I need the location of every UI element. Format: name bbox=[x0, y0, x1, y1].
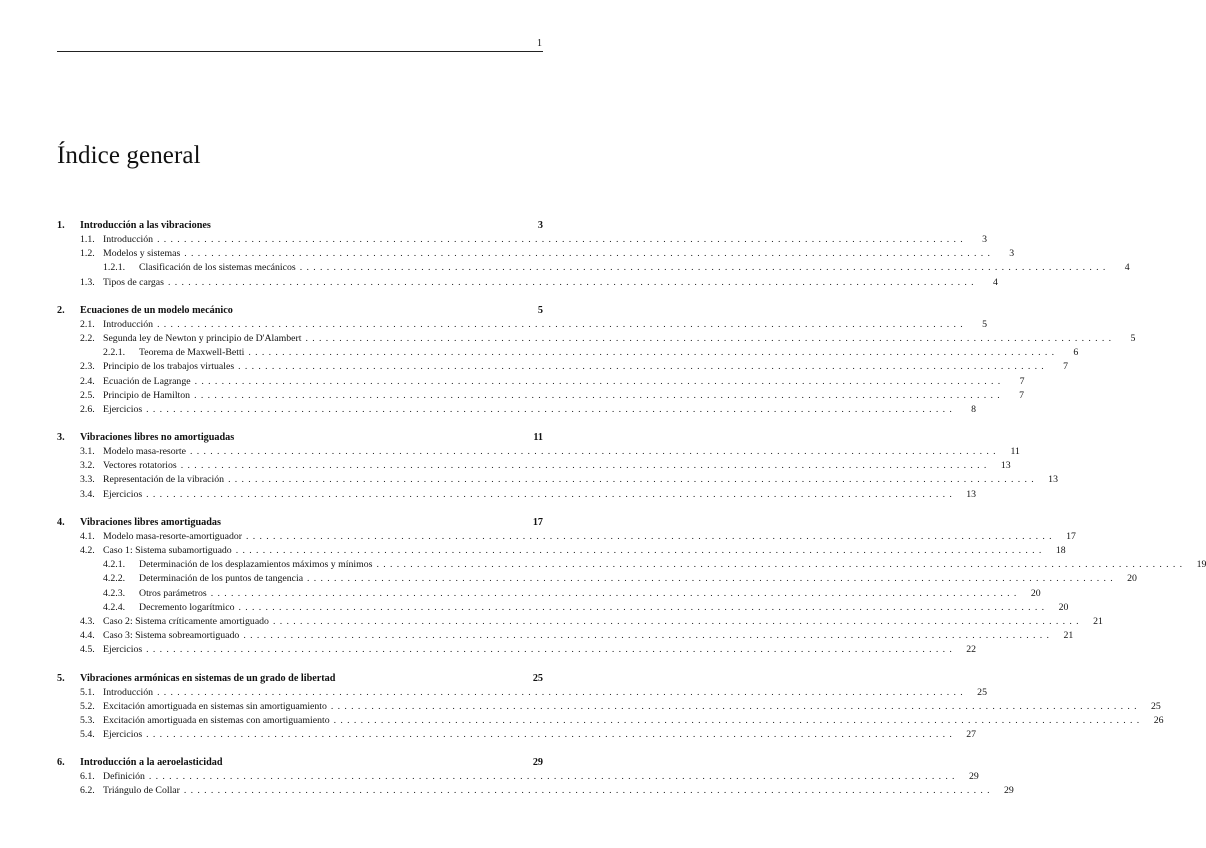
entry-page-number: 21 bbox=[1063, 630, 1074, 642]
toc-entry-link[interactable] bbox=[57, 700, 1161, 714]
dot-leader: ........................................................................................................................ bbox=[180, 460, 991, 472]
dot-leader: ........................................................................................................................ bbox=[184, 248, 995, 260]
dot-leader: ........................................................................................................................ bbox=[235, 545, 1046, 556]
entry-page-number: 3 bbox=[1009, 248, 1015, 260]
chapter-title-text: Ecuaciones de un modelo mecánico bbox=[80, 304, 233, 316]
dot-leader: ........................................................................................................................ bbox=[183, 785, 994, 797]
dot-leader: ........................................................................................................................ bbox=[305, 332, 1116, 344]
chapter-page-number: 25 bbox=[532, 672, 543, 684]
dot-leader: ........................................................................................................................ bbox=[238, 361, 1049, 373]
entry-page-number: 5 bbox=[1130, 332, 1136, 344]
entry-number: 5.1. bbox=[80, 686, 95, 698]
entry-number: 2.1. bbox=[80, 318, 95, 330]
toc-entry-link[interactable] bbox=[57, 332, 1136, 346]
chapter-page-number: 3 bbox=[537, 220, 543, 231]
entry-number: 3.2. bbox=[80, 460, 95, 472]
toc-entry-link[interactable] bbox=[57, 445, 1020, 459]
toc-entry-link[interactable] bbox=[57, 318, 987, 332]
toc-entry-link[interactable] bbox=[57, 572, 1137, 586]
entry-number: 4.1. bbox=[80, 530, 95, 542]
entry-number: 2.6. bbox=[80, 403, 95, 415]
dot-leader: ........................................................................................................................ bbox=[146, 403, 957, 415]
entry-title: Caso 1: Sistema subamortiguado bbox=[103, 545, 232, 556]
entry-title: Introducción bbox=[103, 686, 154, 698]
toc-entry-link[interactable] bbox=[57, 643, 977, 657]
entry-page-number: 29 bbox=[1004, 785, 1014, 797]
chapter-number: 3. bbox=[57, 432, 65, 444]
entry-title: Ecuación de Lagrange bbox=[103, 375, 191, 387]
toc-entry-link[interactable] bbox=[57, 544, 1066, 558]
toc-entry-link[interactable] bbox=[57, 587, 1041, 601]
entry-page-number: 26 bbox=[1153, 714, 1164, 726]
dot-leader: ........................................................................................................................ bbox=[376, 559, 1187, 571]
chapter-number: 4. bbox=[57, 516, 65, 528]
dot-leader: ........................................................................................................................ bbox=[157, 686, 967, 698]
entry-page-number: 11 bbox=[1010, 446, 1020, 458]
toc-entry-link[interactable] bbox=[57, 473, 1058, 487]
entry-title: Caso 3: Sistema sobreamortiguado bbox=[103, 630, 240, 642]
toc-entry-link[interactable] bbox=[57, 714, 1164, 728]
dot-leader: ........................................................................................................................ bbox=[157, 234, 967, 245]
entry-number: 3.4. bbox=[80, 488, 95, 500]
toc-entry-link[interactable] bbox=[57, 728, 977, 742]
entry-number: 5.4. bbox=[80, 729, 95, 741]
entry-page-number: 8 bbox=[971, 403, 977, 415]
entry-number: 2.3. bbox=[80, 361, 95, 373]
chapter-page-number: 5 bbox=[537, 304, 543, 316]
entry-page-number: 27 bbox=[966, 729, 977, 741]
entry-number: 2.5. bbox=[80, 389, 95, 401]
dot-leader: ........................................................................................................................ bbox=[146, 644, 957, 656]
entry-number: 1.2.1. bbox=[103, 262, 126, 274]
entry-title: Caso 2: Sistema críticamente amortiguado bbox=[103, 615, 269, 627]
chapter-title-text: Vibraciones armónicas en sistemas de un grado de libertad bbox=[80, 672, 336, 684]
entry-title: Principio de Hamilton bbox=[103, 389, 191, 401]
entry-title: Ejercicios bbox=[103, 644, 143, 656]
entry-title: Teorema de Maxwell-Betti bbox=[139, 347, 245, 359]
chapter-title-text: Vibraciones libres amortiguadas bbox=[80, 516, 221, 528]
dot-leader: ........................................................................................................................ bbox=[194, 375, 1005, 387]
entry-title: Segunda ley de Newton y principio de D'Alambert bbox=[103, 332, 302, 344]
toc-chapter-link[interactable] bbox=[57, 516, 543, 530]
dot-leader: ........................................................................................................................ bbox=[194, 389, 1004, 401]
entry-number: 2.4. bbox=[80, 375, 95, 387]
entry-page-number: 13 bbox=[966, 488, 977, 500]
entry-title: Modelos y sistemas bbox=[103, 248, 181, 260]
entry-title: Introducción bbox=[103, 234, 154, 245]
entry-title: Vectores rotatorios bbox=[103, 460, 177, 472]
chapter-page-number: 29 bbox=[532, 757, 543, 769]
dot-leader: ........................................................................................................................ bbox=[333, 714, 1144, 726]
entry-number: 4.2.3. bbox=[103, 587, 126, 599]
chapter-number: 2. bbox=[57, 304, 65, 316]
entry-page-number: 18 bbox=[1055, 545, 1066, 556]
toc-chapter bbox=[57, 516, 1206, 658]
dot-leader: ........................................................................................................................ bbox=[167, 276, 978, 288]
entry-page-number: 5 bbox=[982, 318, 987, 330]
entry-page-number: 4 bbox=[992, 276, 998, 288]
entry-page-number: 3 bbox=[982, 234, 987, 245]
chapter-page-number: 11 bbox=[533, 432, 543, 444]
chapter-number: 6. bbox=[57, 757, 65, 769]
dot-leader: ........................................................................................................................ bbox=[246, 530, 1056, 542]
chapter-title-text: Introducción a las vibraciones bbox=[80, 220, 211, 231]
entry-page-number: 22 bbox=[966, 644, 977, 656]
entry-number: 4.3. bbox=[80, 615, 95, 627]
dot-leader: ........................................................................................................................ bbox=[248, 347, 1059, 359]
toc-chapter-link[interactable] bbox=[57, 431, 543, 445]
entry-title: Clasificación de los sistemas mecánicos bbox=[139, 262, 296, 274]
entry-title: Ejercicios bbox=[103, 729, 143, 741]
toc-entry-link[interactable] bbox=[57, 784, 1014, 798]
entry-title: Excitación amortiguada en sistemas sin amortiguamiento bbox=[103, 700, 327, 712]
toc-entry-link[interactable] bbox=[57, 629, 1074, 643]
dot-leader: ........................................................................................................................ bbox=[146, 488, 957, 500]
toc-entry-link[interactable] bbox=[57, 530, 1076, 544]
entry-title: Determinación de los desplazamientos máximos y mínimos bbox=[139, 559, 373, 571]
entry-number: 2.2.1. bbox=[103, 347, 126, 359]
entry-page-number: 21 bbox=[1093, 615, 1103, 627]
toc-chapter bbox=[57, 756, 1014, 798]
chapter-page-number: 17 bbox=[532, 516, 543, 528]
entry-number: 4.5. bbox=[80, 644, 95, 656]
toc-entry-link[interactable] bbox=[57, 488, 977, 502]
toc-entry-link[interactable] bbox=[57, 261, 1130, 275]
entry-page-number: 25 bbox=[1151, 700, 1161, 712]
toc-entry-link[interactable] bbox=[57, 389, 1024, 403]
entry-page-number: 25 bbox=[977, 686, 987, 698]
entry-number: 6.1. bbox=[80, 771, 95, 783]
toc-entry-link[interactable] bbox=[57, 375, 1025, 389]
entry-page-number: 7 bbox=[1019, 375, 1025, 387]
header-rule bbox=[57, 51, 543, 52]
entry-page-number: 6 bbox=[1073, 347, 1079, 359]
entry-number: 5.2. bbox=[80, 700, 95, 712]
dot-leader: ........................................................................................................................ bbox=[330, 700, 1141, 712]
entry-title: Otros parámetros bbox=[139, 587, 207, 599]
entry-page-number: 4 bbox=[1124, 262, 1130, 274]
entry-title: Ejercicios bbox=[103, 488, 143, 500]
toc-chapter bbox=[57, 304, 1136, 417]
entry-page-number: 29 bbox=[969, 771, 979, 783]
entry-page-number: 20 bbox=[1058, 601, 1069, 613]
entry-page-number: 13 bbox=[1048, 474, 1058, 486]
entry-number: 3.3. bbox=[80, 474, 95, 486]
chapter-title-text: Introducción a la aeroelasticidad bbox=[80, 757, 223, 769]
toc-entry-link[interactable] bbox=[57, 247, 1015, 261]
dot-leader: ........................................................................................................................ bbox=[157, 318, 967, 330]
entry-title: Representación de la vibración bbox=[103, 474, 225, 486]
entry-page-number: 20 bbox=[1127, 573, 1137, 585]
dot-leader: ........................................................................................................................ bbox=[210, 587, 1021, 599]
dot-leader: ........................................................................................................................ bbox=[299, 262, 1110, 274]
entry-number: 3.1. bbox=[80, 446, 95, 458]
entry-page-number: 7 bbox=[1063, 361, 1069, 373]
entry-number: 4.4. bbox=[80, 630, 95, 642]
toc-entry-link[interactable] bbox=[57, 346, 1079, 360]
entry-number: 5.3. bbox=[80, 714, 95, 726]
toc-entry-link[interactable] bbox=[57, 686, 987, 700]
toc-entry-link[interactable] bbox=[57, 459, 1011, 473]
toc-entry-link[interactable] bbox=[57, 233, 987, 247]
entry-title: Modelo masa-resorte-amortiguador bbox=[103, 530, 243, 542]
entry-number: 6.2. bbox=[80, 785, 95, 797]
toc-chapter-link[interactable] bbox=[57, 756, 543, 770]
entry-title: Tipos de cargas bbox=[103, 276, 164, 288]
dot-leader: ........................................................................................................................ bbox=[243, 630, 1054, 642]
toc-entry-link[interactable] bbox=[57, 360, 1069, 374]
entry-title: Principio de los trabajos virtuales bbox=[103, 361, 235, 373]
entry-title: Definición bbox=[103, 771, 145, 783]
dot-leader: ........................................................................................................................ bbox=[272, 615, 1083, 627]
chapter-title-text: Vibraciones libres no amortiguadas bbox=[80, 432, 235, 444]
entry-number: 4.2.4. bbox=[103, 601, 126, 613]
entry-page-number: 13 bbox=[1000, 460, 1011, 472]
entry-number: 4.2. bbox=[80, 545, 95, 556]
toc-chapter bbox=[57, 219, 1130, 290]
entry-number: 1.2. bbox=[80, 248, 95, 260]
table-of-contents bbox=[57, 219, 1206, 799]
chapter-number: 5. bbox=[57, 672, 65, 684]
toc-entry-link[interactable] bbox=[57, 558, 1206, 572]
toc-entry-link[interactable] bbox=[57, 615, 1103, 629]
dot-leader: ........................................................................................................................ bbox=[189, 446, 1000, 458]
entry-title: Introducción bbox=[103, 318, 154, 330]
entry-title: Excitación amortiguada en sistemas con amortiguamiento bbox=[103, 714, 330, 726]
entry-title: Triángulo de Collar bbox=[103, 785, 180, 797]
entry-title: Determinación de los puntos de tangencia bbox=[139, 573, 304, 585]
entry-number: 2.2. bbox=[80, 332, 95, 344]
entry-title: Ejercicios bbox=[103, 403, 143, 415]
toc-entry-link[interactable] bbox=[57, 276, 998, 290]
toc-chapter-link[interactable] bbox=[57, 304, 543, 318]
entry-number: 4.2.1. bbox=[103, 559, 126, 571]
entry-number: 1.1. bbox=[80, 234, 95, 245]
dot-leader: ........................................................................................................................ bbox=[148, 771, 959, 783]
entry-page-number: 20 bbox=[1030, 587, 1041, 599]
dot-leader: ........................................................................................................................ bbox=[228, 474, 1038, 486]
toc-chapter-link[interactable] bbox=[57, 219, 543, 233]
toc-chapter-link[interactable] bbox=[57, 672, 543, 686]
entry-page-number: 19 bbox=[1196, 559, 1206, 571]
entry-number: 1.3. bbox=[80, 276, 95, 288]
dot-leader: ........................................................................................................................ bbox=[238, 601, 1049, 613]
toc-entry-link[interactable] bbox=[57, 403, 977, 417]
toc-entry-link[interactable] bbox=[57, 770, 979, 784]
toc-chapter bbox=[57, 672, 1164, 743]
entry-title: Decremento logarítmico bbox=[139, 601, 235, 613]
dot-leader: ........................................................................................................................ bbox=[307, 573, 1117, 585]
entry-page-number: 7 bbox=[1019, 389, 1024, 401]
page-title: Índice general bbox=[57, 142, 201, 169]
entry-number: 4.2.2. bbox=[103, 573, 126, 585]
chapter-number: 1. bbox=[57, 220, 65, 231]
toc-chapter bbox=[57, 431, 1058, 502]
entry-page-number: 17 bbox=[1066, 530, 1076, 542]
page-number: 1 bbox=[537, 38, 542, 49]
dot-leader: ........................................................................................................................ bbox=[146, 729, 957, 741]
toc-entry-link[interactable] bbox=[57, 601, 1069, 615]
entry-title: Modelo masa-resorte bbox=[103, 446, 186, 458]
